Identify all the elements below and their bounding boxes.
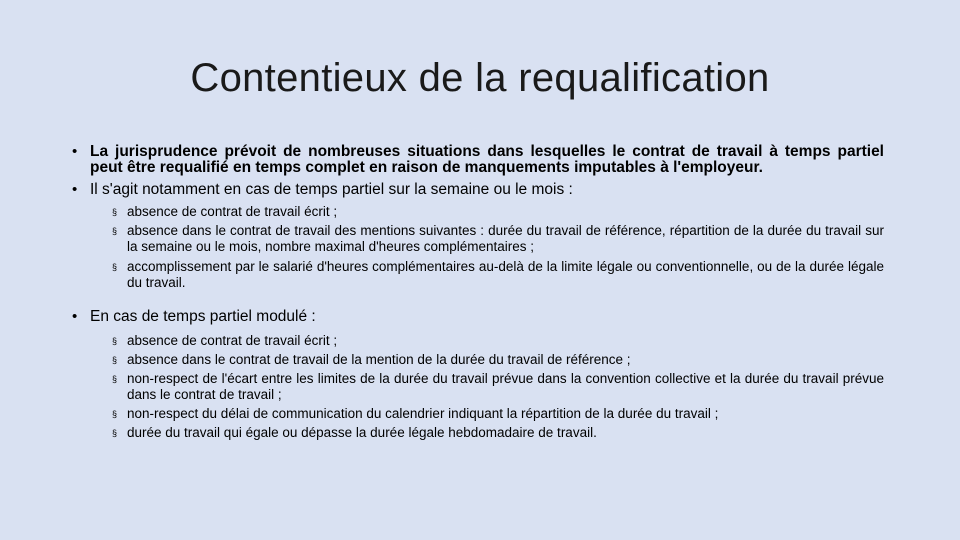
- slide-title: Contentieux de la requalification: [190, 56, 770, 100]
- square-bullet-icon: §: [112, 355, 118, 365]
- bullet-text: En cas de temps partiel modulé :: [90, 308, 316, 325]
- sub-list-module: [72, 333, 884, 441]
- square-bullet-icon: §: [112, 207, 118, 217]
- sub-item-text: absence de contrat de travail écrit ;: [127, 333, 338, 348]
- square-bullet-icon: §: [112, 374, 118, 384]
- sub-item-text: durée du travail qui égale ou dépasse la durée légale hebdomadaire de travail.: [127, 425, 597, 440]
- bullet-dot-icon: •: [72, 308, 78, 325]
- square-bullet-icon: §: [112, 226, 118, 236]
- sub-list-semaine: [72, 204, 884, 291]
- bullet-dot-icon: •: [72, 143, 78, 160]
- sub-item-text: non-respect de l'écart entre les limites de la durée du travail prévue dans la convention collective et la durée du travail prévue dans le contrat de travail ;: [127, 371, 884, 402]
- sub-item-text: non-respect du délai de communication du calendrier indiquant la répartition de la durée du travail ;: [127, 406, 719, 421]
- sub-item: [72, 352, 884, 368]
- sub-item: [72, 259, 884, 291]
- square-bullet-icon: §: [112, 336, 118, 346]
- sub-item: [72, 371, 884, 403]
- square-bullet-icon: §: [112, 262, 118, 272]
- sub-item-text: absence dans le contrat de travail des mentions suivantes : durée du travail de référence, répartition de la durée du travail sur la semaine ou le mois, nombre maximal d'heures complémentaires ;: [127, 223, 884, 254]
- bullet-temps-partiel-module: [72, 309, 884, 325]
- sub-item: [72, 333, 884, 349]
- sub-item: [72, 204, 884, 220]
- bullet-text: La jurisprudence prévoit de nombreuses situations dans lesquelles le contrat de travail à temps partiel peut être requalifié en temps complet en raison de manquements imputables à l'employeur.: [90, 143, 884, 176]
- bullet-temps-partiel-semaine: [72, 182, 884, 198]
- sub-item: [72, 223, 884, 255]
- bullet-text: Il s'agit notamment en cas de temps partiel sur la semaine ou le mois :: [90, 181, 573, 198]
- sub-item: [72, 425, 884, 441]
- sub-item: [72, 406, 884, 422]
- bullet-dot-icon: •: [72, 181, 78, 198]
- square-bullet-icon: §: [112, 428, 118, 438]
- sub-item-text: accomplissement par le salarié d'heures complémentaires au-delà de la limite légale ou conventionnelle, ou de la durée légale du travail.: [127, 259, 884, 290]
- sub-item-text: absence dans le contrat de travail de la mention de la durée du travail de référence ;: [127, 352, 631, 367]
- sub-item-text: absence de contrat de travail écrit ;: [127, 204, 338, 219]
- square-bullet-icon: §: [112, 409, 118, 419]
- slide-body: [72, 144, 884, 444]
- bullet-jurisprudence: [72, 144, 884, 176]
